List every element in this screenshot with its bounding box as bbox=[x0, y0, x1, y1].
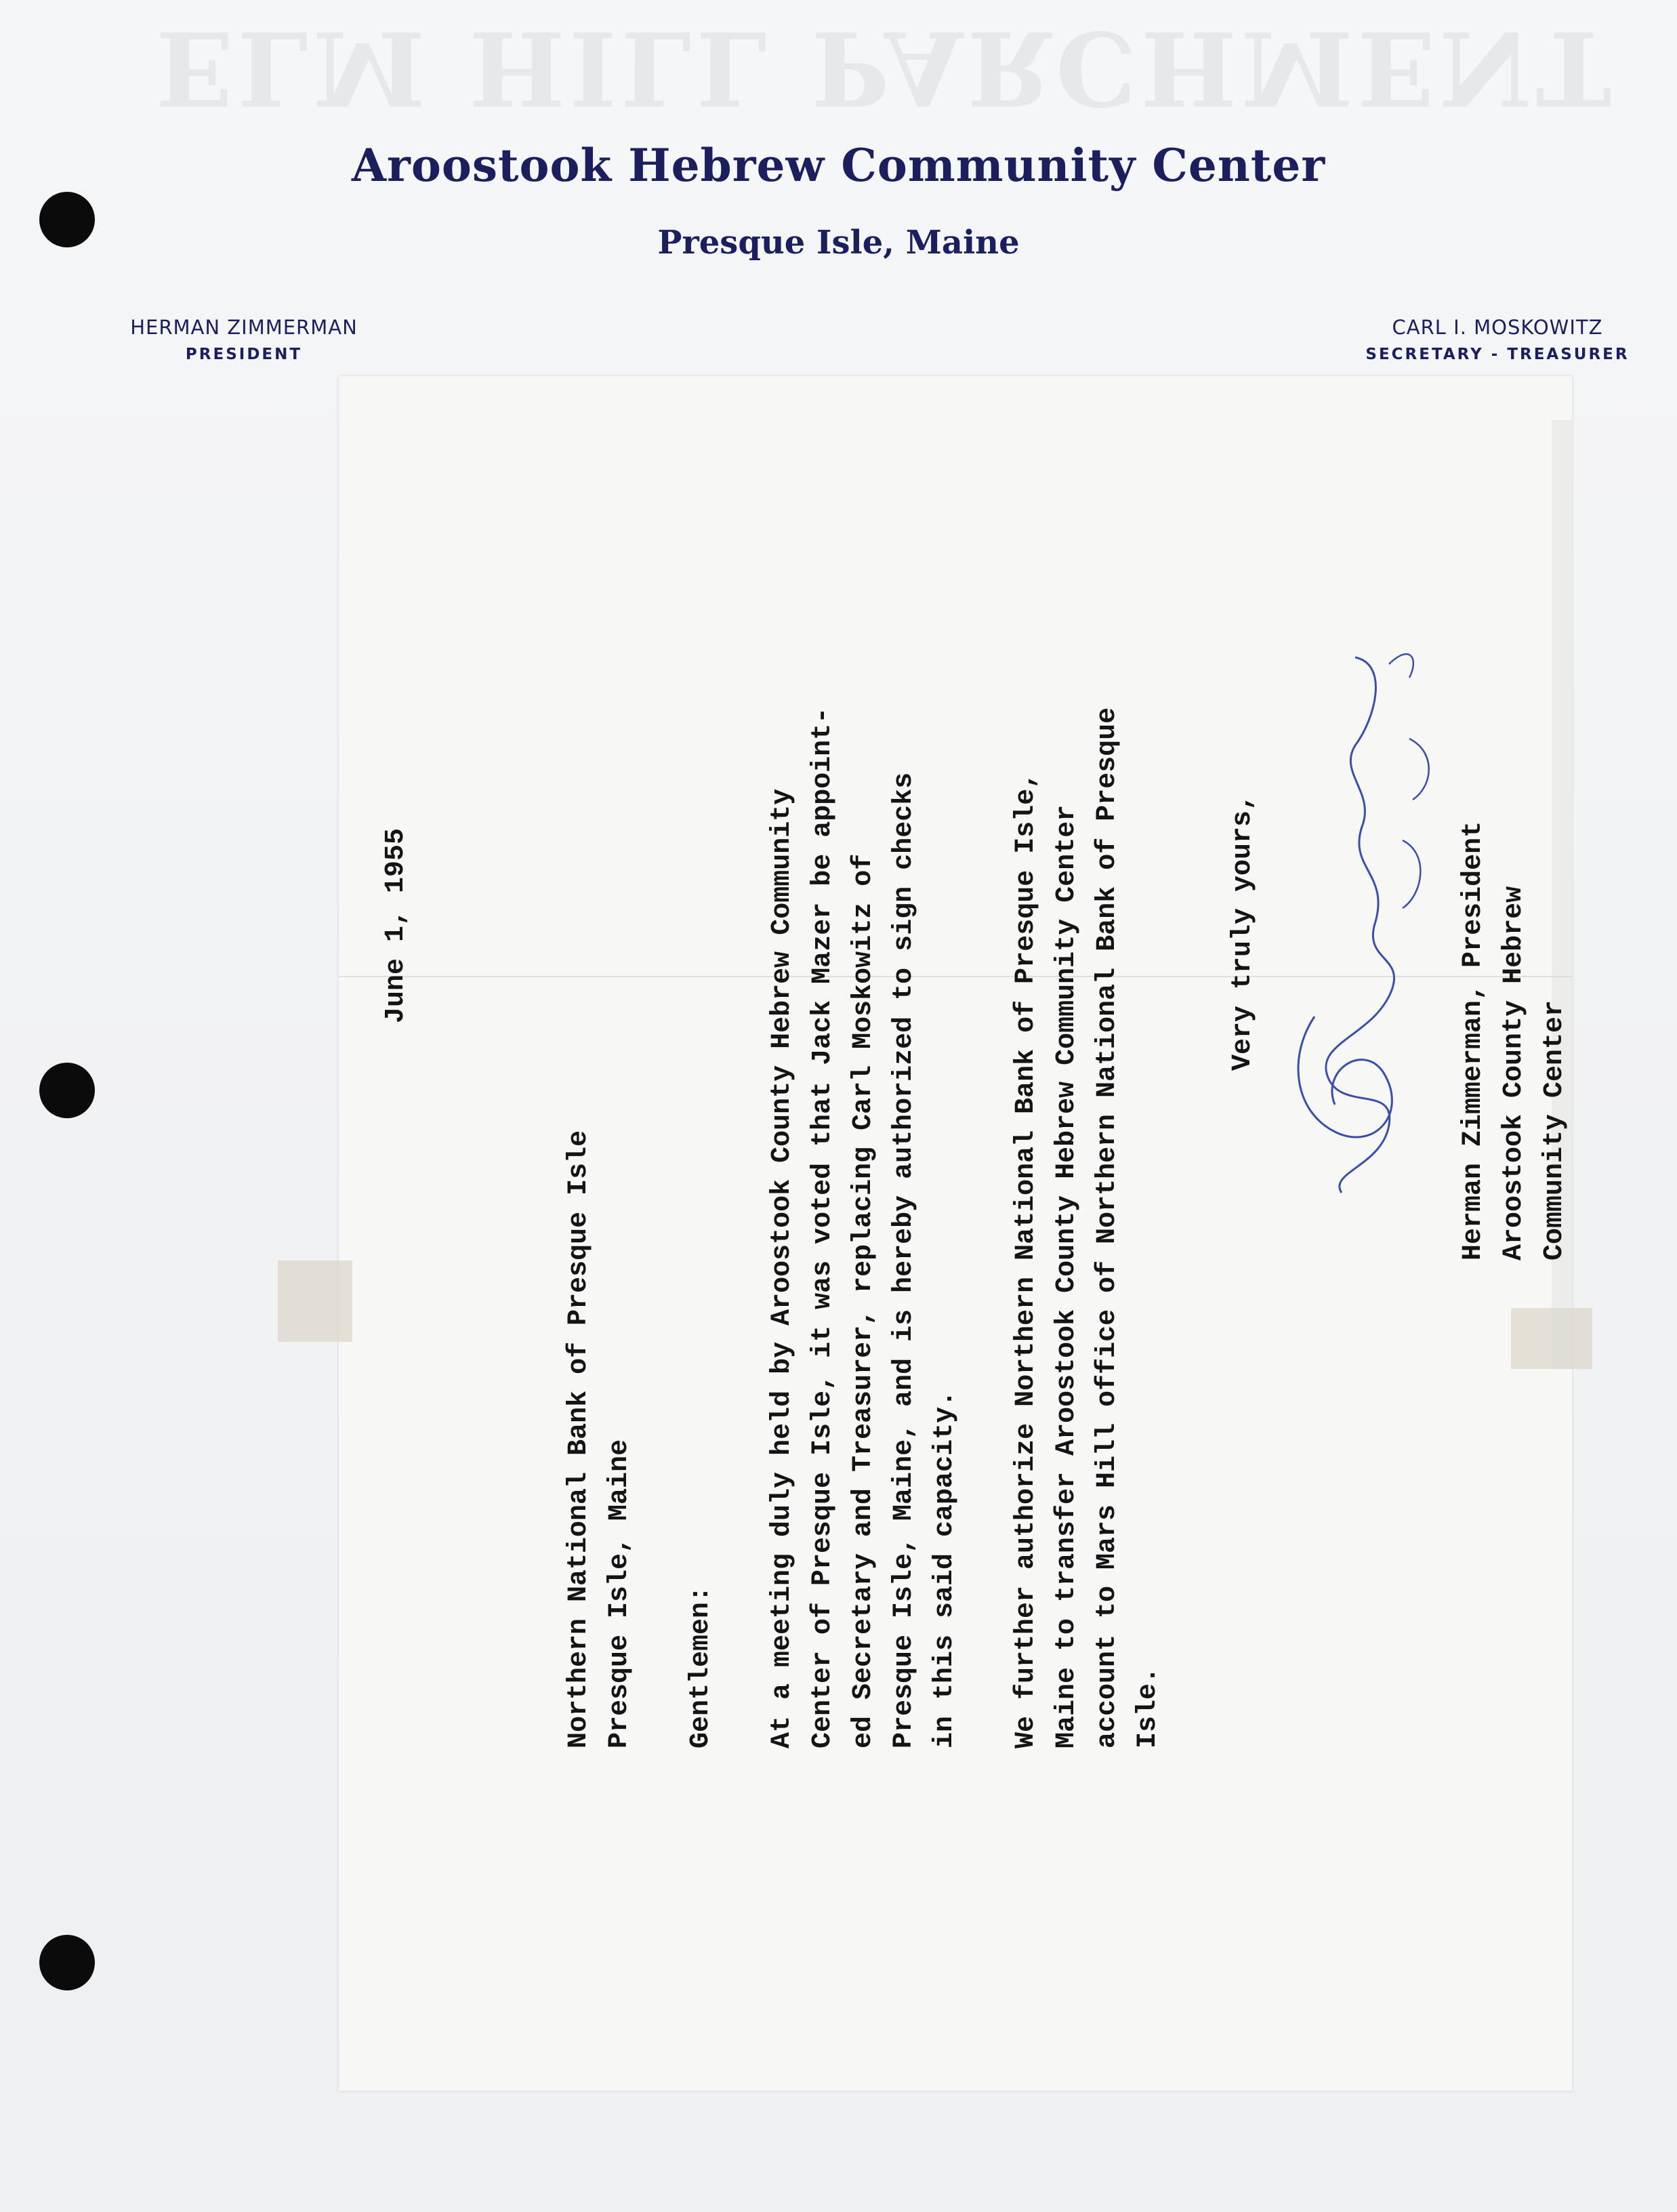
recipient-line: Northern National Bank of Presque Isle bbox=[564, 1130, 594, 1748]
letterhead-location: Presque Isle, Maine bbox=[657, 224, 1020, 262]
letterhead-organization: Aroostook Hebrew Community Center bbox=[351, 139, 1326, 192]
tape-piece bbox=[278, 1261, 352, 1342]
paragraph-2-line: We further authorize Northern National Bank of Presque Isle, bbox=[1011, 772, 1041, 1748]
paragraph-1-line: ed Secretary and Treasurer, replacing Carl Moskowitz of bbox=[848, 853, 879, 1748]
officer-role: SECRETARY - TREASURER bbox=[1365, 346, 1630, 363]
parchment-watermark: ELM HILL PARCHMENT bbox=[156, 8, 1616, 127]
paragraph-2-line: account to Mars Hill office of Northern National Bank of Presque bbox=[1092, 707, 1123, 1748]
paragraph-1-line: Center of Presque Isle, it was voted that Jack Mazer be appoint- bbox=[808, 707, 838, 1748]
officer-role: PRESIDENT bbox=[185, 346, 303, 363]
officer-name: HERMAN ZIMMERMAN bbox=[130, 316, 358, 339]
letter-date: June 1, 1955 bbox=[381, 827, 411, 1023]
binder-hole-middle bbox=[39, 1063, 95, 1118]
letterhead-officer-secretary bbox=[1338, 316, 1657, 363]
binder-hole-bottom bbox=[39, 1935, 95, 1990]
paragraph-1-line: At a meeting duly held by Aroostook County Hebrew Community bbox=[767, 788, 798, 1748]
closing: Very truly yours, bbox=[1228, 794, 1258, 1071]
handwritten-signature bbox=[1274, 637, 1518, 1206]
paragraph-1-line: Presque Isle, Maine, and is hereby authorized to sign checks bbox=[889, 772, 919, 1748]
signature-block-line: Community Center bbox=[1539, 1000, 1570, 1261]
paragraph-1-line: in this said capacity. bbox=[930, 1390, 960, 1748]
officer-name: CARL I. MOSKOWITZ bbox=[1392, 316, 1603, 339]
salutation: Gentlemen: bbox=[686, 1585, 716, 1748]
signature-block-line: Herman Zimmerman, President bbox=[1458, 821, 1489, 1261]
paragraph-2-line: Maine to transfer Aroostook County Hebrew Community Center bbox=[1052, 804, 1082, 1748]
paragraph-2-line: Isle. bbox=[1133, 1666, 1163, 1748]
letterhead-officer-president bbox=[95, 316, 393, 363]
recipient-line: Presque Isle, Maine bbox=[604, 1439, 635, 1748]
signature-block-line: Aroostook County Hebrew bbox=[1499, 886, 1529, 1261]
